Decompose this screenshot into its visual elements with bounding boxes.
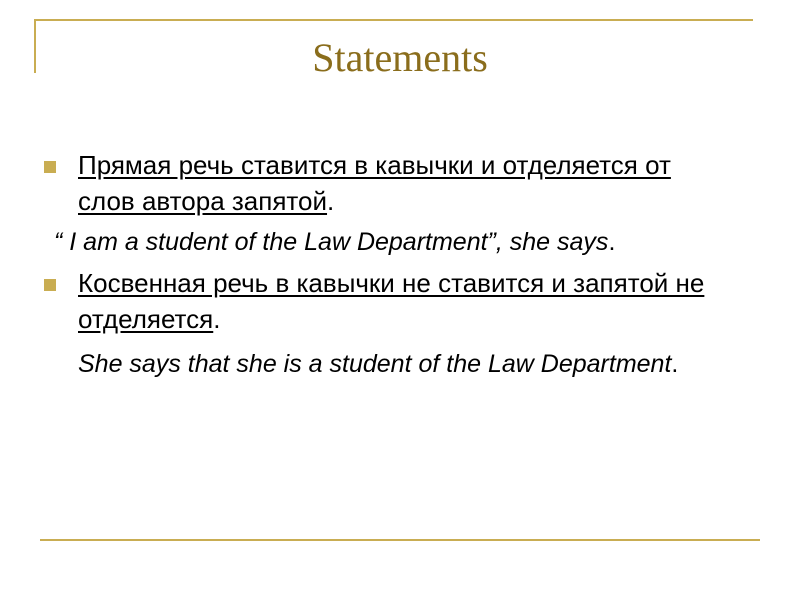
rule-tail: .	[327, 186, 335, 216]
example-text: “ I am a student of the Law Department”, she says	[54, 228, 609, 256]
example-direct-speech	[44, 225, 734, 259]
slide-title: Statements	[312, 35, 488, 80]
bullet-item-indirect-speech	[44, 265, 734, 337]
rule-text: Прямая речь ставится в кавычки и отделяется от слов автора запятой	[78, 150, 671, 216]
bullet-text	[78, 265, 734, 337]
example-tail: .	[608, 228, 616, 256]
bullet-text	[78, 147, 734, 219]
example-indirect-speech	[44, 347, 734, 381]
bullet-item-direct-speech	[44, 147, 734, 219]
example-text: She says that she is a student of the Law Department	[78, 350, 672, 378]
top-border-line	[34, 19, 753, 21]
rule-text: Косвенная речь в кавычки не ставится и запятой не отделяется	[78, 268, 705, 334]
example-tail: .	[671, 350, 679, 378]
bottom-border-line	[40, 539, 760, 541]
rule-tail: .	[213, 304, 221, 334]
square-bullet-icon	[44, 161, 56, 173]
slide-content	[44, 147, 734, 381]
square-bullet-icon	[44, 279, 56, 291]
